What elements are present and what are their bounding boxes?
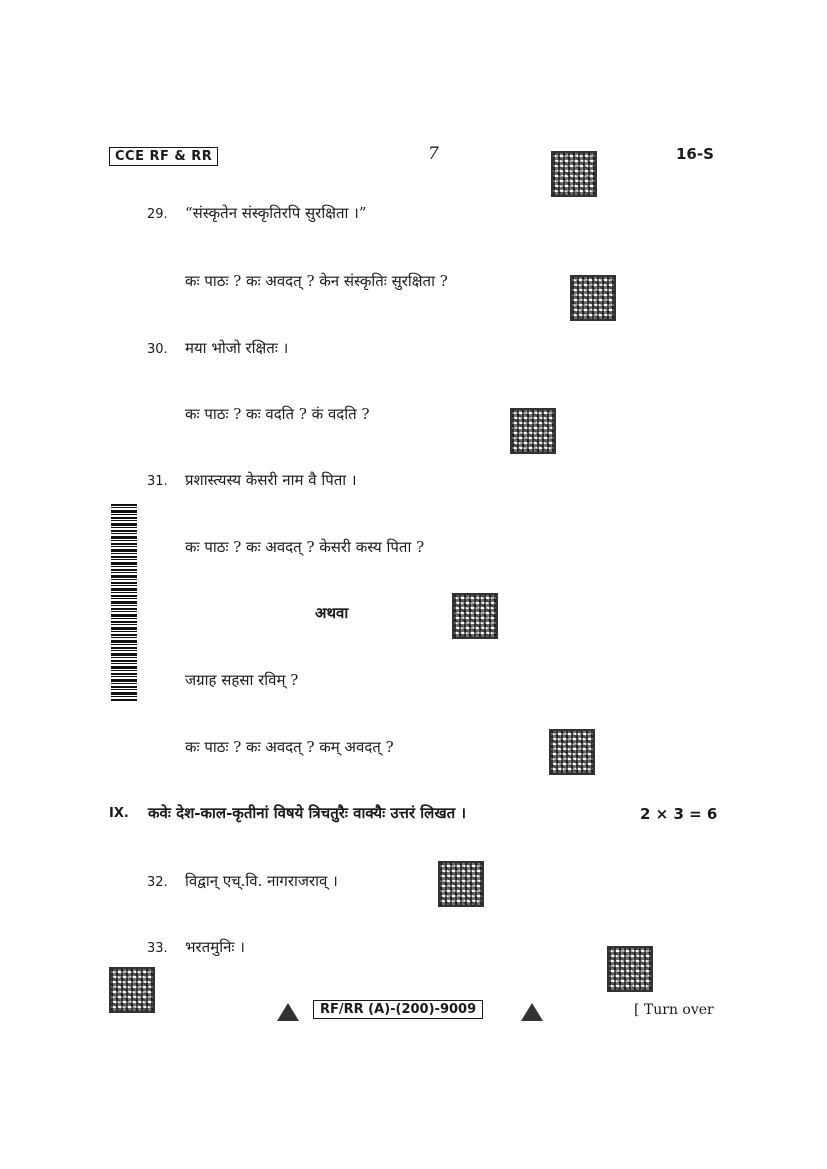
- alternative-question-text: जग्राह सहसा रविम् ?: [185, 671, 299, 689]
- question-number: 33.: [147, 941, 168, 956]
- question-text: विद्वान् एच्.वि. नागराजराव् ।: [185, 872, 338, 890]
- turn-over-note: [ Turn over: [634, 1002, 714, 1018]
- question-subparts: कः पाठः ? कः अवदत् ? केसरी कस्य पिता ?: [185, 538, 425, 556]
- question-number: 31.: [147, 474, 168, 489]
- barcode-icon: [111, 504, 137, 702]
- qr-code-icon: [452, 593, 498, 639]
- section-instruction: कवेः देश-काल-कृतीनां विषये त्रिचतुरैः वाक्यैः उत्तरं लिखत ।: [148, 804, 467, 822]
- page-number: 7: [428, 144, 439, 164]
- question-number: 29.: [147, 207, 168, 222]
- question-text: “संस्कृतेन संस्कृतिरपि सुरक्षिता ।”: [185, 204, 367, 222]
- qr-code-icon: [607, 946, 653, 992]
- question-number: 30.: [147, 342, 168, 357]
- question-number: 32.: [147, 875, 168, 890]
- alternative-question-subparts: कः पाठः ? कः अवदत् ? कम् अवदत् ?: [185, 738, 394, 756]
- question-text: प्रशास्त्यस्य केसरी नाम वै पिता ।: [185, 471, 357, 489]
- section-number: IX.: [109, 806, 129, 821]
- section-marks: 2 × 3 = 6: [640, 805, 718, 823]
- qr-code-icon: [551, 151, 597, 197]
- qr-code-icon: [510, 408, 556, 454]
- question-subparts: कः पाठः ? कः वदति ? कं वदति ?: [185, 405, 370, 423]
- question-subparts: कः पाठः ? कः अवदत् ? केन संस्कृतिः सुरक्षिता ?: [185, 272, 448, 290]
- qr-code-icon: [438, 861, 484, 907]
- paper-code-box: CCE RF & RR: [109, 147, 218, 166]
- question-text: मया भोजो रक्षितः ।: [185, 339, 289, 357]
- footer-code-box: RF/RR (A)-(200)-9009: [313, 1000, 483, 1019]
- triangle-marker-icon: [277, 1003, 299, 1021]
- qr-code-icon: [109, 967, 155, 1013]
- subject-code: 16-S: [676, 145, 714, 163]
- or-label: अथवा: [315, 604, 349, 622]
- question-text: भरतमुनिः ।: [185, 938, 245, 956]
- qr-code-icon: [549, 729, 595, 775]
- qr-code-icon: [570, 275, 616, 321]
- triangle-marker-icon: [521, 1003, 543, 1021]
